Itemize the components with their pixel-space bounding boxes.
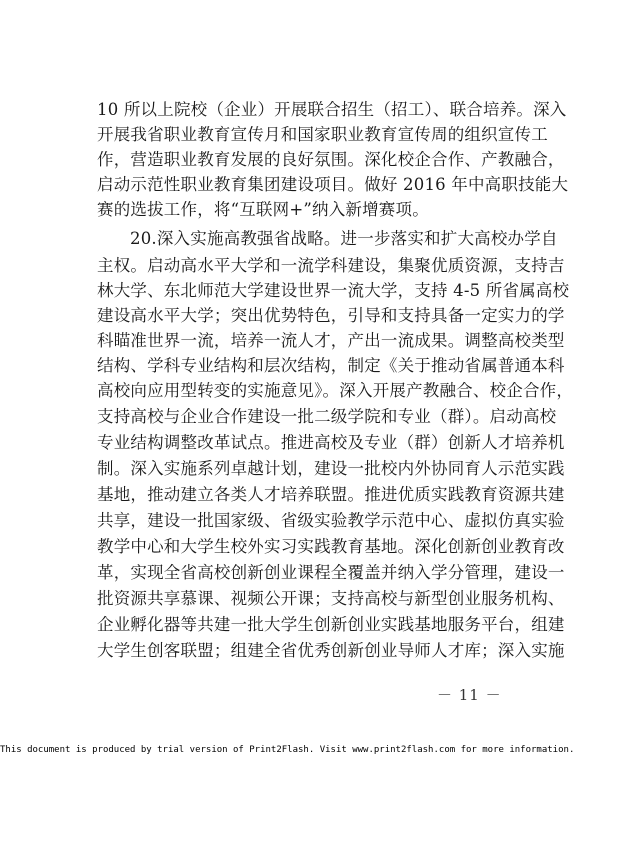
- page-number: － 11 －: [437, 686, 502, 704]
- text-line: 建设高水平大学；突出优势特色，引导和支持具备一定实力的学: [97, 306, 565, 325]
- text-line: 高校向应用型转变的实施意见》。深入开展产教融合、校企合作，: [97, 381, 574, 400]
- text-line: 开展我省职业教育宣传月和国家职业教育宣传周的组织宣传工: [97, 125, 548, 144]
- section-heading-line: 20.深入实施高教强省战略。进一步落实和扩大高校办学自: [130, 229, 558, 248]
- text-line: 专业结构调整改革试点。推进高校及专业（群）创新人才培养机: [97, 433, 565, 452]
- text-line: 林大学、东北师范大学建设世界一流大学，支持 4-5 所省属高校: [97, 281, 570, 300]
- text-line: 科瞄准世界一流，培养一流人才，产出一流成果。调整高校类型: [97, 331, 565, 350]
- text-line: 教学中心和大学生校外实习实践教育基地。深化创新创业教育改: [97, 537, 565, 556]
- text-line: 结构、学科专业结构和层次结构，制定《关于推动省属普通本科: [97, 356, 565, 375]
- text-line: 企业孵化器等共建一批大学生创新创业实践基地服务平台，组建: [97, 615, 565, 634]
- text-line: 共享，建设一批国家级、省级实验教学示范中心、虚拟仿真实验: [97, 511, 565, 530]
- text-line: 基地，推动建立各类人才培养联盟。推进优质实践教育资源共建: [97, 485, 565, 504]
- text-line: 制。深入实施系列卓越计划，建设一批校内外协同育人示范实践: [97, 459, 565, 478]
- text-line: 主权。启动高水平大学和一流学科建设，集聚优质资源，支持吉: [97, 256, 565, 275]
- text-line: 作，营造职业教育发展的良好氛围。深化校企合作、产教融合，: [97, 150, 565, 169]
- text-line: 革，实现全省高校创新创业课程全覆盖并纳入学分管理，建设一: [97, 563, 565, 582]
- text-line: 支持高校与企业合作建设一批二级学院和专业（群）。启动高校: [97, 407, 557, 426]
- text-line: 大学生创客联盟；组建全省优秀创新创业导师人才库；深入实施: [97, 641, 565, 660]
- text-line: 启动示范性职业教育集团建设项目。做好 2016 年中高职技能大: [97, 175, 569, 194]
- text-line: 赛的选拔工作，将“互联网+”纳入新增赛项。: [97, 200, 429, 219]
- trial-watermark: This document is produced by trial version of Print2Flash. Visit www.print2flash.com for more information.: [0, 745, 575, 755]
- text-line: 10 所以上院校（企业）开展联合招生（招工）、联合培养。深入: [97, 100, 567, 119]
- text-line: 批资源共享慕课、视频公开课；支持高校与新型创业服务机构、: [97, 589, 565, 608]
